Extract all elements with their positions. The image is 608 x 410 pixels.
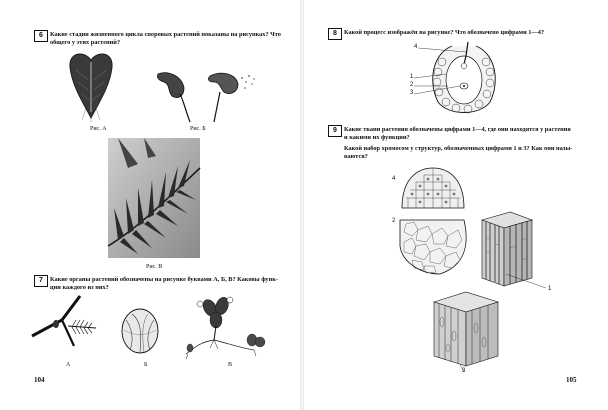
parenchyma-tissue-illustration: [400, 216, 468, 274]
vessel-tissue-illustration: [476, 212, 538, 286]
meristem-tissue-illustration: [400, 168, 466, 208]
q8-label-4: 4: [414, 44, 418, 50]
question-7-text-line1: Какие органы растений обозначены на рисунке буквами А, Б, В? Каковы функ-: [50, 276, 278, 283]
question-9-number: 9: [328, 125, 342, 137]
moss-sporophyte-illustration: [150, 68, 260, 123]
ovule-diagram: [424, 42, 504, 118]
left-page: [0, 0, 300, 410]
question-6-text-line2: общего у этих растений?: [50, 39, 121, 46]
q9-label-1: 1: [548, 286, 552, 292]
question-8-number: 8: [328, 28, 342, 40]
question-8-text: Какой процесс изображён на рисунке? Что обозначено цифрами 1—4?: [344, 29, 545, 36]
branch-bud-illustration: [32, 296, 104, 358]
label-a: А: [66, 362, 71, 368]
q8-label-2: 2: [410, 82, 414, 88]
figure-a-caption: Рис. А: [90, 126, 107, 132]
page-number-right: 105: [566, 376, 577, 384]
question-9-text-line2: и какими их функции?: [344, 134, 410, 141]
question-7-text-line2: ции каждого из них?: [50, 284, 109, 291]
phloem-tissue-illustration: [430, 292, 502, 366]
question-9-text-line4: ваются?: [344, 153, 368, 160]
question-6-number: 6: [34, 30, 48, 42]
figure-v-caption: Рис. В: [146, 264, 163, 270]
figure-b-caption: Рис. Б: [190, 126, 206, 132]
question-6-text-line1: Какие стадии жизненного цикла споровых растений показаны на рисунках? Что: [50, 31, 281, 38]
label-b: Б: [144, 362, 148, 368]
q8-label-1: 1: [410, 74, 414, 80]
q8-label-3: 3: [410, 90, 414, 96]
page-number-left: 104: [34, 376, 45, 384]
question-7-number: 7: [34, 275, 48, 287]
fern-frond-photo: [108, 138, 200, 258]
question-9-text-line1: Какие ткани растения обозначены цифрами 1—4, где они находятся у растения: [344, 126, 571, 133]
label-v: В: [228, 362, 233, 368]
right-page: [304, 0, 608, 410]
q9-label-2: 2: [392, 218, 396, 224]
cabbage-illustration: [120, 306, 160, 356]
q9-label-4: 4: [392, 176, 396, 182]
q9-label-3: 3: [462, 368, 466, 374]
prothallus-illustration: [66, 50, 116, 122]
question-9-text-line3: Какой набор хромосом у структур, обозначенных цифрами 1 и 3? Как они назы-: [344, 145, 573, 152]
strawberry-plant-illustration: [180, 296, 270, 360]
